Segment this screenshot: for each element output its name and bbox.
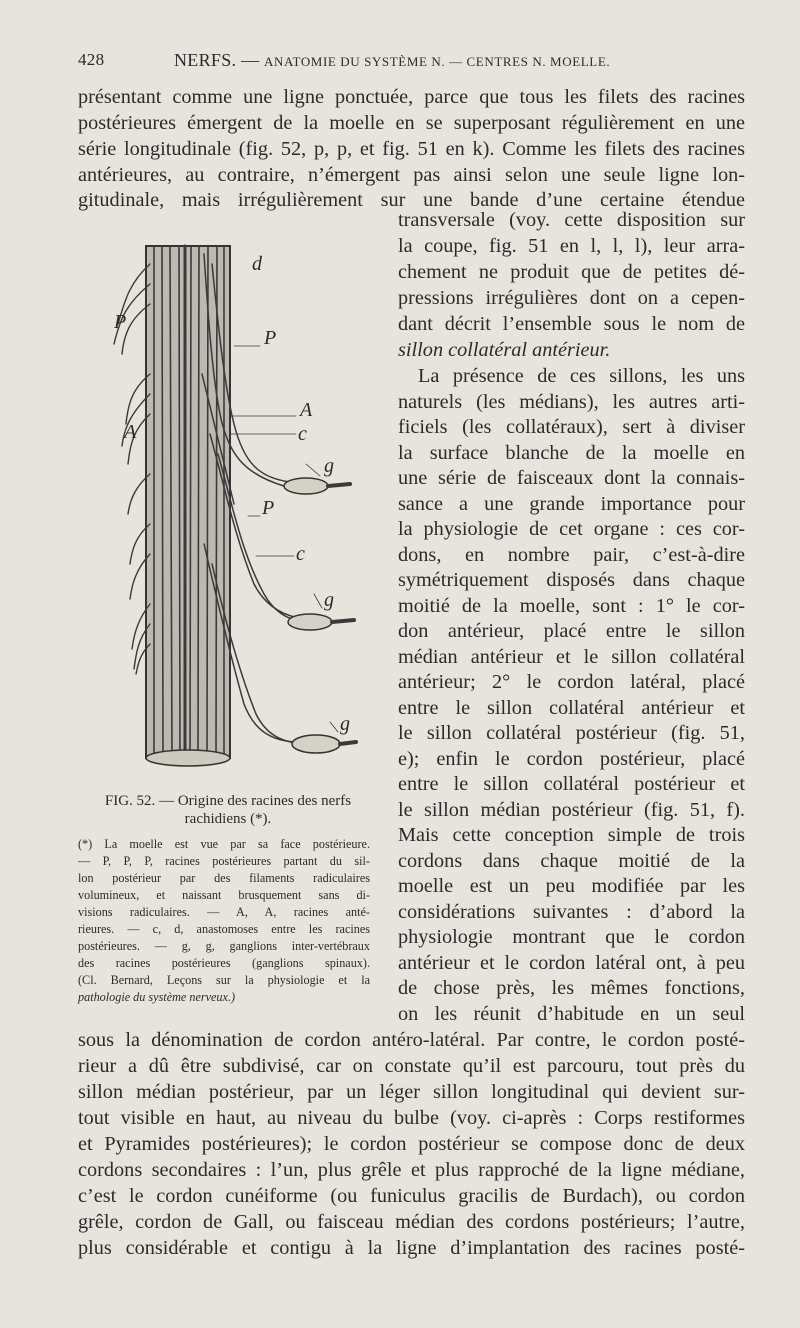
figure-note-line: (Cl. Bernard, Leçons sur la physiologie et la	[78, 973, 370, 987]
figure-label-p-left: P	[114, 311, 127, 333]
text-line: le sillon collatéral postérieur (fig. 51,	[398, 722, 745, 744]
figure-note-line: lon postérieur par des filaments radiculaires	[78, 871, 370, 885]
figure-label-a-left: A	[124, 421, 137, 443]
figure-note-line: rieures. — c, d, anastomoses entre les racines	[78, 922, 370, 936]
figure-label-c-lower: c	[296, 543, 305, 565]
spinal-cord-figure	[84, 224, 388, 790]
page-number: 428	[78, 50, 105, 69]
text-line: ficiels (les collatéraux), sert à diviser	[398, 416, 745, 438]
text-line: de chose près, les mêmes fonctions,	[398, 977, 745, 999]
text-line: moitié de la moelle, sont : 1° le cor-	[398, 595, 745, 617]
text-line: cordons secondaires : l’un, plus grêle et plus rapproché de la ligne médiane,	[78, 1159, 745, 1181]
figure-note-line: postérieures. — g, g, ganglions inter-vertébraux	[78, 939, 370, 953]
text-line: sance a une grande importance pour	[398, 493, 745, 515]
text-line: et Pyramides postérieures); le cordon postérieur se compose donc de deux	[78, 1133, 745, 1155]
text-line: la surface blanche de la moelle en	[398, 442, 745, 464]
text-line: La présence de ces sillons, les uns	[418, 365, 745, 387]
text-line: moelle est un peu modifiée par les	[398, 875, 745, 897]
text-line: dons, en nombre pair, c’est-à-dire	[398, 544, 745, 566]
text-line: postérieures émergent de la moelle en se superposant régulièrement en une	[78, 112, 745, 134]
figure-note-line: — P, P, P, racines postérieures partant du sil-	[78, 854, 370, 868]
text-line: cordons dans chaque moitié de la	[398, 850, 745, 872]
figure-caption-text: — Origine des racines des nerfs rachidiens (*).	[159, 793, 352, 827]
text-line: sillon médian postérieur, par un léger sillon longitudinal qui devient sur-	[78, 1081, 745, 1103]
text-line: on les réunit d’habitude en un seul	[398, 1003, 745, 1025]
text-line: entre le sillon collatéral postérieur et	[398, 773, 745, 795]
text-line: considérations suivantes : d’abord la	[398, 901, 745, 923]
text-line: entre le sillon collatéral antérieur et	[398, 697, 745, 719]
figure-label-g-middle: g	[324, 589, 334, 611]
running-title-rest: ANATOMIE DU SYSTÈME N. — CENTRES N. MOELLE.	[263, 54, 611, 69]
text-line: chement ne produit que de petites dé-	[398, 261, 745, 283]
figure-note-line: visions radiculaires. — A, A, racines anté-	[78, 905, 370, 919]
text-line: don antérieur, placé entre le sillon	[398, 620, 745, 642]
text-line: physiologie montrant que le cordon	[398, 926, 745, 948]
figure-label-p-upper: P	[264, 327, 277, 349]
figure-label-p-middle: P	[262, 497, 275, 519]
text-line: la physiologie de cet organe : ces cor-	[398, 518, 745, 540]
figure-note-line: pathologie du système nerveux.)	[78, 990, 236, 1004]
text-line: série longitudinale (fig. 52, p, p, et fig. 51 en k). Comme les filets des racines	[78, 138, 745, 160]
text-line: antérieures, au contraire, n’émergent pas ainsi selon une seule ligne lon-	[78, 164, 745, 186]
running-header	[78, 50, 748, 74]
figure-caption-prefix: FIG. 52.	[104, 793, 156, 809]
running-title-main: NERFS. —	[174, 50, 260, 70]
text-line: Mais cette conception simple de trois	[398, 824, 745, 846]
text-line: sous la dénomination de cordon antéro-latéral. Par contre, le cordon posté-	[78, 1029, 745, 1051]
figure-label-g-lower: g	[340, 713, 350, 735]
text-line: présentant comme une ligne ponctuée, parce que tous les filets des racines	[78, 86, 745, 108]
figure-label-d: d	[252, 253, 262, 275]
text-line: e); enfin le cordon postérieur, placé	[398, 748, 745, 770]
figure-note-line: des racines postérieures (ganglions spinaux).	[78, 956, 370, 970]
text-line: antérieur et le cordon latéral ont, à peu	[398, 952, 745, 974]
text-line: médian antérieur et le sillon collatéral	[398, 646, 745, 668]
text-line: transversale (voy. cette disposition sur	[398, 209, 745, 231]
figure-note-line: (*) La moelle est vue par sa face postérieure.	[78, 837, 370, 851]
text-line: naturels (les médians), les autres arti-	[398, 391, 745, 413]
text-line: gitudinale, mais irrégulièrement sur une bande d’une certaine étendue	[78, 189, 745, 211]
text-line: le sillon médian postérieur (fig. 51, f).	[398, 799, 745, 821]
text-line: rieur a dû être subdivisé, car on constate qu’il est parcouru, tout près du	[78, 1055, 745, 1077]
text-line: tout visible en haut, au niveau du bulbe (voy. ci-après : Corps restiformes	[78, 1107, 745, 1129]
running-title	[174, 50, 610, 71]
text-line: pressions irrégulières dont on a cepen-	[398, 287, 745, 309]
text-line: une série de faisceaux dont la connais-	[398, 467, 745, 489]
text-line: la coupe, fig. 51 en l, l, l), leur arra-	[398, 235, 745, 257]
text-line: sillon collatéral antérieur.	[398, 339, 611, 361]
text-line: antérieur; 2° le cordon latéral, placé	[398, 671, 745, 693]
figure-label-a-right: A	[300, 399, 313, 421]
text-line: dant décrit l’ensemble sous le nom de	[398, 313, 745, 335]
text-line: plus considérable et contigu à la ligne d’implantation des racines posté-	[78, 1237, 745, 1259]
text-line: grêle, cordon de Gall, ou faisceau médian des cordons postérieurs; l’autre,	[78, 1211, 745, 1233]
figure-label-g-upper: g	[324, 455, 334, 477]
text-line: symétriquement disposés dans chaque	[398, 569, 745, 591]
text-line: c’est le cordon cunéiforme (ou funiculus gracilis de Burdach), ou cordon	[78, 1185, 745, 1207]
figure-caption	[78, 792, 378, 828]
figure-label-c-upper: c	[298, 423, 307, 445]
figure-note-line: volumineux, et naissant brusquement sans di-	[78, 888, 370, 902]
